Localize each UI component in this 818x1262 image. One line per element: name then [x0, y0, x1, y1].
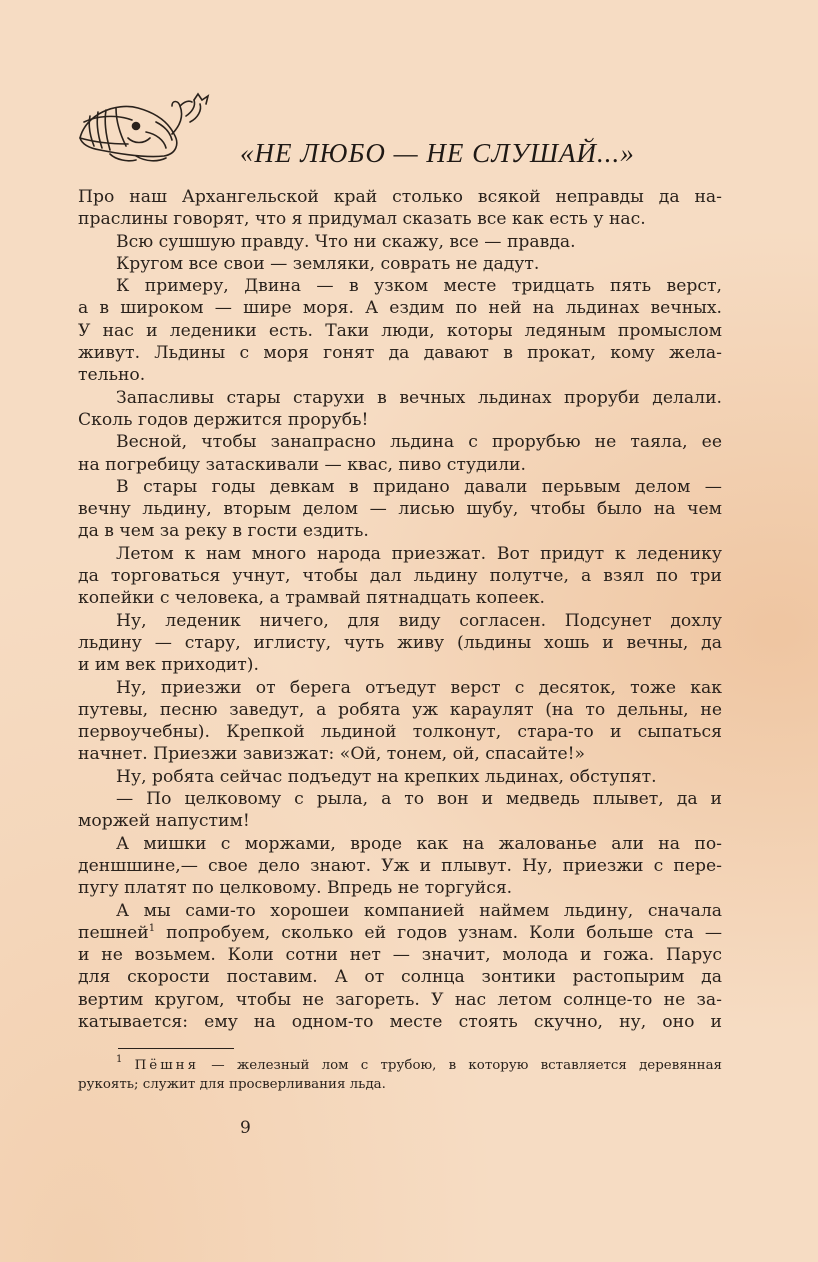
- text-line: Сколь годов держится прорубь!: [78, 409, 369, 430]
- page-number: 9: [240, 1118, 251, 1138]
- text-line: моржей напустим!: [78, 811, 250, 832]
- text-line: Всю сушшую правду. Что ни скажу, все — правда.: [116, 231, 576, 252]
- text-line: В стары годы девкам в придано давали перьвым делом —: [116, 476, 722, 497]
- text-line: А мишки с моржами, вроде как на жалованье али на по-: [116, 833, 722, 854]
- footnote-text: — железный лом с трубою, в которую вставляется деревянная: [199, 1058, 722, 1073]
- text-line: К примеру, Двина — в узком месте тридцать пять верст,: [116, 276, 722, 297]
- text-line: вертим кругом, чтобы не загореть. У нас летом солнце-то не за-: [78, 989, 722, 1010]
- text-line: А мы сами-то хорошеи компанией наймем льдину, сначала: [116, 900, 722, 921]
- text-line: Запасливы стары старухи в вечных льдинах проруби делали.: [116, 387, 722, 408]
- text-line: льдину — стару, иглисту, чуть живу (льдины хошь и вечны, да: [78, 632, 722, 653]
- text-line: Ну, приезжи от берега отъедут верст с десяток, тоже как: [116, 677, 722, 698]
- text-line: пугу платят по целковому. Впредь не торгуйся.: [78, 878, 513, 899]
- footnote-divider: [118, 1048, 234, 1049]
- fish-illustration-icon: [76, 92, 216, 166]
- text-line: для скорости поставим. А от солнца зонтики растопырим да: [78, 967, 722, 988]
- text-line: праслины говорят, что я придумал сказать все как есть у нас.: [78, 209, 646, 230]
- footnote-word: пешней: [78, 922, 149, 943]
- text-line: — По целковому с рыла, а то вон и медведь плывет, да и: [116, 789, 722, 810]
- text-line: вечну льдину, вторым делом — лисью шубу, чтобы было на чем: [78, 499, 722, 520]
- text-line: первоучебны). Крепкой льдиной толконут, стара-то и сыпаться: [78, 722, 722, 743]
- text-line: да в чем за реку в гости ездить.: [78, 521, 369, 542]
- text-line: живут. Льдины с моря гонят да давают в прокат, кому жела-: [78, 343, 722, 364]
- text-line: У нас и леденики есть. Таки люди, которы ледяным промыслом: [78, 320, 722, 341]
- text-line: Ну, леденик ничего, для виду согласен. Подсунет дохлу: [116, 610, 722, 631]
- text-line: Ну, робята сейчас подъедут на крепких льдинах, обступят.: [116, 766, 657, 787]
- footnote-mark: 1: [148, 922, 156, 934]
- text-line: деншшине,— свое дело знают. Уж и плывут. Ну, приезжи с пере-: [78, 855, 722, 876]
- text-line: и не возьмем. Коли сотни нет — значит, молода и гожа. Парус: [78, 945, 722, 966]
- text-line: тельно.: [78, 365, 146, 386]
- text-line: Весной, чтобы занапрасно льдина с прорубью не таяла, ее: [116, 432, 722, 453]
- text-line: путевы, песню заведут, а робята уж караулят (на то дельны, не: [78, 699, 722, 720]
- text-line: на погребицу затаскивали — квас, пиво студили.: [78, 454, 526, 475]
- text-line: копейки с человека, а трамвай пятнадцать копеек.: [78, 588, 545, 609]
- text-line-rest: попробуем, сколько ей годов узнам. Коли больше ста —: [166, 922, 723, 943]
- text-line: катывается: ему на одном-то месте стоять скучно, ну, оно и: [78, 1011, 722, 1032]
- footnote-term: Пёшня: [134, 1058, 200, 1073]
- footnote-line: рукоять; служит для просверливания льда.: [78, 1077, 386, 1092]
- text-line: а в широком — шире моря. А ездим по ней на льдинах вечных.: [78, 298, 722, 319]
- text-line: Кругом все свои — земляки, соврать не дадут.: [116, 253, 540, 274]
- text-line: [78, 922, 722, 944]
- footnote: [78, 1056, 722, 1094]
- text-line: да торговаться учнут, чтобы дал льдину полутче, а взял по три: [78, 566, 722, 587]
- text-line: начнет. Приезжи завизжат: «Ой, тонем, ой, спасайте!»: [78, 744, 586, 765]
- footnote-line: [78, 1056, 722, 1075]
- footnote-number: 1: [116, 1054, 123, 1065]
- body-text: [78, 186, 722, 1033]
- text-line: Про наш Архангельской край столько всякой неправды да на-: [78, 187, 722, 207]
- page-title: «НЕ ЛЮБО — НЕ СЛУШАЙ...»: [240, 138, 635, 168]
- text-line: Летом к нам много народа приезжат. Вот придут к леденику: [116, 543, 722, 564]
- text-line: и им век приходит).: [78, 655, 259, 676]
